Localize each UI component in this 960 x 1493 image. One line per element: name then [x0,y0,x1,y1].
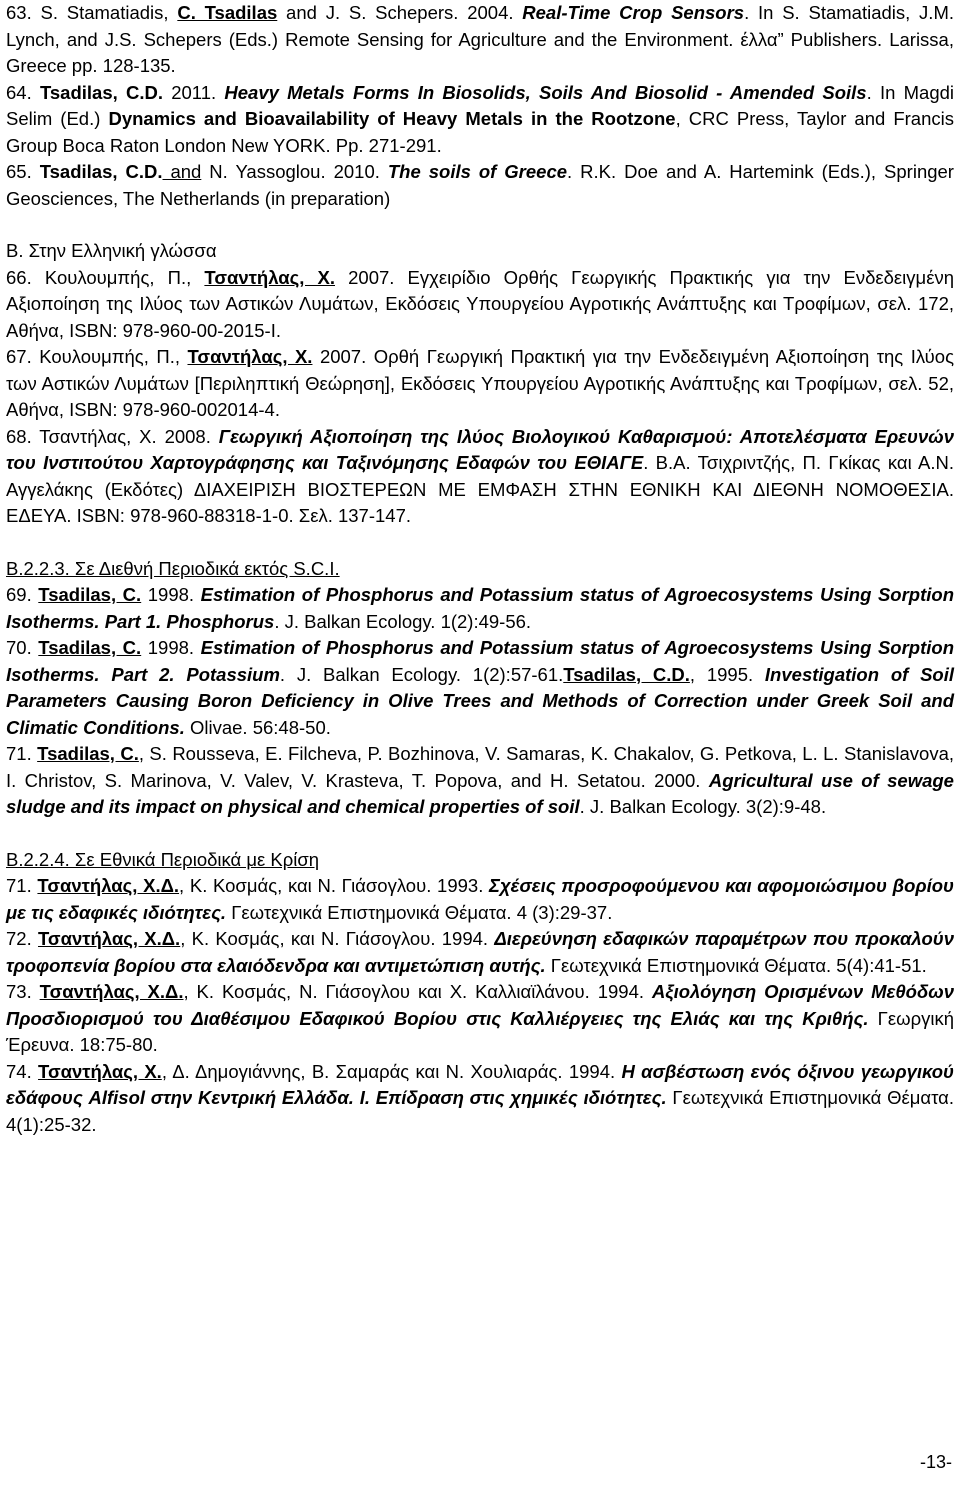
text-run: and [162,161,202,182]
document-page [6,0,954,1138]
reference-entry [6,1059,954,1139]
text-run: 63. S. Stamatiadis, [6,2,178,23]
section-spacer [6,821,954,847]
text-run: . In S. Stamatiadis, J.M. Lynch, and J.S. Schepers (Eds.) Remote Sensing for Agriculture and the Environment. έλλα” Publishers. Larissa, Greece pp. 128-135. [6,2,954,76]
text-run: 71. [6,743,38,764]
reference-entry [6,344,954,424]
text-run: Γεωτεχνικά Επιστημονικά Θέματα. 4(1):25-32. [6,1087,955,1135]
text-run: Γεωργική Έρευνα. 18:75-80. [6,1007,954,1055]
text-run: Γεωτεχνικά Επιστημονικά Θέματα. 5(4):41-51. [545,954,927,976]
text-run: , CRC Press, Taylor and Francis Group Boca Raton London New YORK. Pp. 271-291. [6,108,954,156]
text-run: Τσαντήλας, Χ. [204,266,335,288]
text-run: Τσαντήλας, Χ.Δ. [39,981,184,1002]
text-run: and J. S. Schepers. 2004. [277,2,523,23]
reference-entry [6,873,954,926]
text-run: 1998. [141,584,201,605]
text-run: Agricultural use of sewage sludge and its impact on physical and chemical properties of soil [6,769,954,817]
reference-entry [6,238,954,265]
reference-entry [6,159,954,212]
reference-entry [6,979,954,1059]
text-run: Η ασβέστωση ενός όξινου γεωργικού εδάφους Alfisol στην Κεντρική Ελλάδα. Ι. Επίδραση στις χημικές ιδιότητες. [6,1060,954,1108]
text-run: , Δ. Δημογιάννης, Β. Σαμαράς και Ν. Χουλιαράς. 1994. [161,1060,622,1082]
text-run: 70. [6,637,39,658]
text-run: Τσαντήλας, Χ.Δ. [38,928,181,949]
text-run: , Κ. Κοσμάς, και Ν. Γιάσογλου. 1993. [179,875,490,896]
text-run: Β.2.2.3. Σε Διεθνή Περιοδικά εκτός S.C.I. [6,557,340,579]
text-run: , 1995. [689,663,765,685]
reference-entry [6,424,954,530]
text-run: 2011. [163,81,225,103]
section-spacer [6,530,954,556]
text-run: . In Magdi Selim (Ed.) [6,81,955,129]
text-run: Τσαντήλας, Χ. [187,346,313,367]
reference-entry [6,582,954,635]
text-run: 74. [6,1060,39,1082]
reference-entry [6,265,954,345]
text-run: Β. Στην Ελληνική γλώσσα [6,240,217,261]
text-run: Estimation of Phosphorus and Potassium status of Agroecosystems Using Sorption Isotherms. Part 2. Potassium [6,637,954,685]
text-run: Dynamics and Bioavailability of Heavy Metals in the Rootzone [108,108,676,129]
text-run: . J. Balkan Ecology. 3(2):9-48. [579,796,827,817]
text-run: , Κ. Κοσμάς, Ν. Γιάσογλου και Χ. Καλλιαϊλάνου. 1994. [183,981,652,1002]
text-run: Heavy Metals Forms In Biosolids, Soils And Biosolid - Amended Soils [224,81,867,103]
text-run: . J. Balkan Ecology. 1(2):49-56. [274,610,532,632]
text-run: N. Yassoglou. 2010. [201,161,388,182]
reference-entry [6,741,954,821]
text-run: Tsadilas, C. [37,743,139,764]
text-run: 71. [6,875,38,896]
reference-entry [6,926,954,979]
reference-entry [6,635,954,741]
text-run: 64. [6,81,40,103]
page-number: -13- [919,1452,952,1472]
text-run: . R.K. Doe and A. Hartemink (Eds.), Springer Geosciences, The Netherlands (in preparation) [6,161,954,209]
text-run: Estimation of Phosphorus and Potassium status of Agroecosystems Using Sorption Isotherms. Part 1. Phosphorus [6,584,954,632]
text-run: , S. Rousseva, E. Filcheva, P. Bozhinova, V. Samaras, K. Chakalov, G. Petkova, L. L. Stanislavova, I. Christov, S. Marinova, V. Valev, V. Krasteva, T. Popova, and H. Setatou. 2000. [6,743,955,791]
reference-entry [6,556,954,583]
text-run: Γεωτεχνικά Επιστημονικά Θέματα. 4 (3):29-37. [226,901,613,923]
text-run: 1998. [141,637,201,658]
text-run: Real-Time Crop Sensors [522,2,745,23]
reference-entry [6,847,954,874]
text-run: Διερεύνηση εδαφικών παραμέτρων που προκαλούν τροφοπενία βορίου στα ελαιόδενδρα και αντιμετώπιση αυτής. [6,928,954,976]
text-run: 68. Τσαντήλας, Χ. 2008. [6,425,219,447]
text-run: Τσαντήλας, Χ. [38,1060,162,1082]
text-run: C. Tsadilas [177,2,278,23]
text-run: Αξιολόγηση Ορισμένων Μεθόδων Προσδιορισμού του Διαθέσιμου Εδαφικού Βορίου στις Καλλιέργειες της Ελιάς και της Κριθής. [6,981,954,1029]
text-run: 73. [6,981,40,1002]
text-run: 2007. Εγχειρίδιο Ορθής Γεωργικής Πρακτικής για την Ενδεδειγμένη Αξιοποίηση της Ιλύος των Αστικών Λυμάτων, Εκδόσεις Υπουργείου Αγροτικής Ανάπτυξης και Τροφίμων, σελ. 172, Αθήνα, ISBN: 978-960-00-2015-I. [6,266,954,341]
text-run: Tsadilas, C. [38,584,142,605]
text-run: The soils of Greece [387,161,568,182]
text-run: Tsadilas, C.D. [39,161,163,182]
text-run: 69. [6,584,39,605]
text-run: 2007. Ορθή Γεωργική Πρακτική για την Ενδεδειγμένη Αξιοποίηση της Ιλύος των Αστικών Λυμάτων [Περιληπτική Θεώρηση], Εκδόσεις Υπουργείου Αγροτικής Ανάπτυξης και Τροφίμων, σελ. 52, Αθήνα, ISBN: 978-960-002014-4. [6,346,954,420]
text-run: Tsadilas, C.D. [563,663,690,685]
text-run: Investigation of Soil Parameters Causing Boron Deficiency in Olive Trees and Methods of Correction under Greek Soil and Climatic Conditions. [6,663,954,738]
text-run: Tsadilas, C. [38,637,142,658]
text-run: Τσαντήλας, Χ.Δ. [37,875,180,896]
reference-entry [6,0,954,80]
text-run: 72. [6,928,38,949]
section-spacer [6,212,954,238]
text-run: Tsadilas, C.D. [39,81,163,103]
text-run: Σχέσεις προσροφούμενου και αφομοιώσιμου βορίου με τις εδαφικές ιδιότητες. [6,875,954,923]
text-run: , Κ. Κοσμάς, και Ν. Γιάσογλου. 1994. [180,928,495,949]
text-run: . Β.Α. Τσιχριντζής, Π. Γκίκας και Α.Ν. Αγγελάκης (Εκδότες) ΔΙΑΧΕΙΡΙΣΗ ΒΙΟΣΤΕΡΕΩΝ ΜΕ ΕΜΦΑΣΗ ΣΤΗΝ ΕΘΝΙΚΗ ΚΑΙ ΔΙΕΘΝΗ ΝΟΜΟΘΕΣΙΑ. ΕΔΕΥΑ. ISBN: 978-960-88318-1-0. Σελ. 137-147. [6,452,955,526]
text-run: Β.2.2.4. Σε Εθνικά Περιοδικά με Κρίση [6,848,320,870]
text-run: Γεωργική Αξιοποίηση της Ιλύος Βιολογικού Καθαρισμού: Αποτελέσματα Ερευνών του Ινστιτούτου Χαρτογράφησης και Ταξινόμησης Εδαφών του ΕΘΙΑΓΕ [6,425,954,473]
text-run: Olivae. 56:48-50. [184,716,331,738]
text-run: 67. Κουλουμπής, Π., [6,346,188,367]
reference-entry [6,80,954,160]
text-run: 66. Κουλουμπής, Π., [6,266,205,288]
text-run: 65. [6,161,40,182]
text-run: . J. Balkan Ecology. 1(2):57-61. [279,663,564,685]
